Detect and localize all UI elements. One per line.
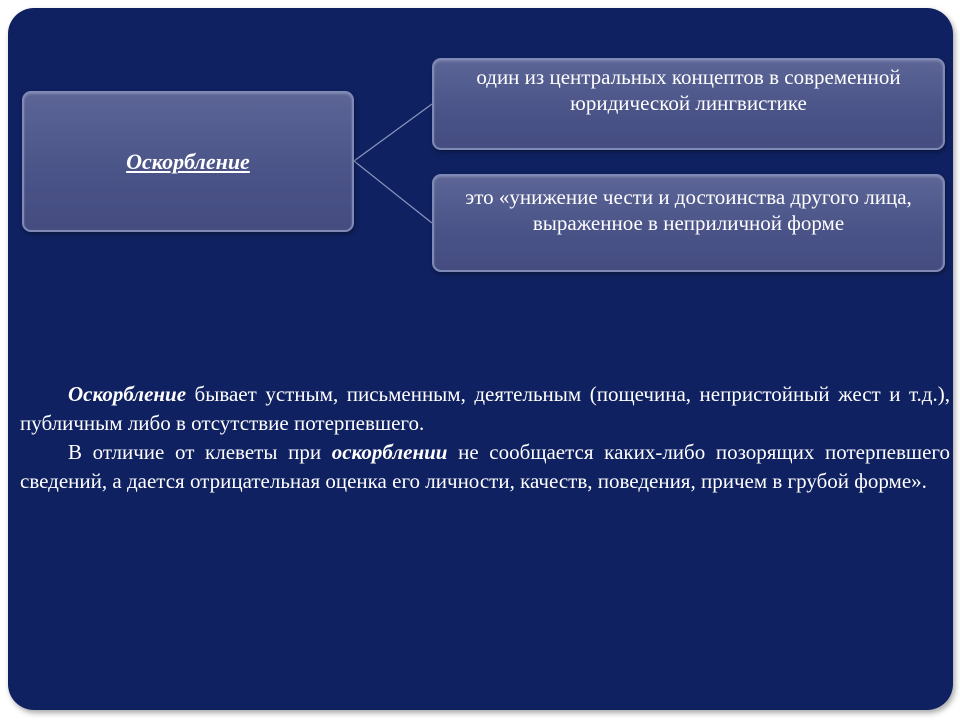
connector-line-bottom — [354, 161, 432, 223]
term-box — [22, 91, 354, 232]
definition-box-2 — [432, 174, 945, 272]
paragraph-2-after: не сообщается каких-либо позорящих потерпевшего сведений, а дается отрицательная оценка его личности, качеств, поведения, причем в грубой форме». — [20, 440, 950, 493]
slide — [8, 8, 953, 710]
paragraph-2-emphasis: оскорблении — [331, 440, 448, 464]
paragraph-2-before: В отличие от клеветы при — [68, 440, 332, 464]
paragraph-2 — [20, 438, 950, 496]
term-label: Оскорбление — [126, 148, 250, 174]
definition-text-2: это «унижение чести и достоинства другого лица, выраженное в неприличной форме — [465, 185, 912, 235]
connector-line-top — [354, 104, 432, 161]
paragraph-1 — [20, 380, 950, 438]
paragraph-1-emphasis: Оскорбление — [68, 382, 187, 406]
definition-text-1: один из центральных концептов в современной юридической лингвистике — [476, 65, 901, 115]
paragraph-1-text: бывает устным, письменным, деятельным (пощечина, непристойный жест и т.д.), публичным либо в отсутствие потерпевшего. — [20, 382, 950, 435]
definition-box-1 — [432, 58, 945, 150]
body-text — [20, 380, 950, 496]
